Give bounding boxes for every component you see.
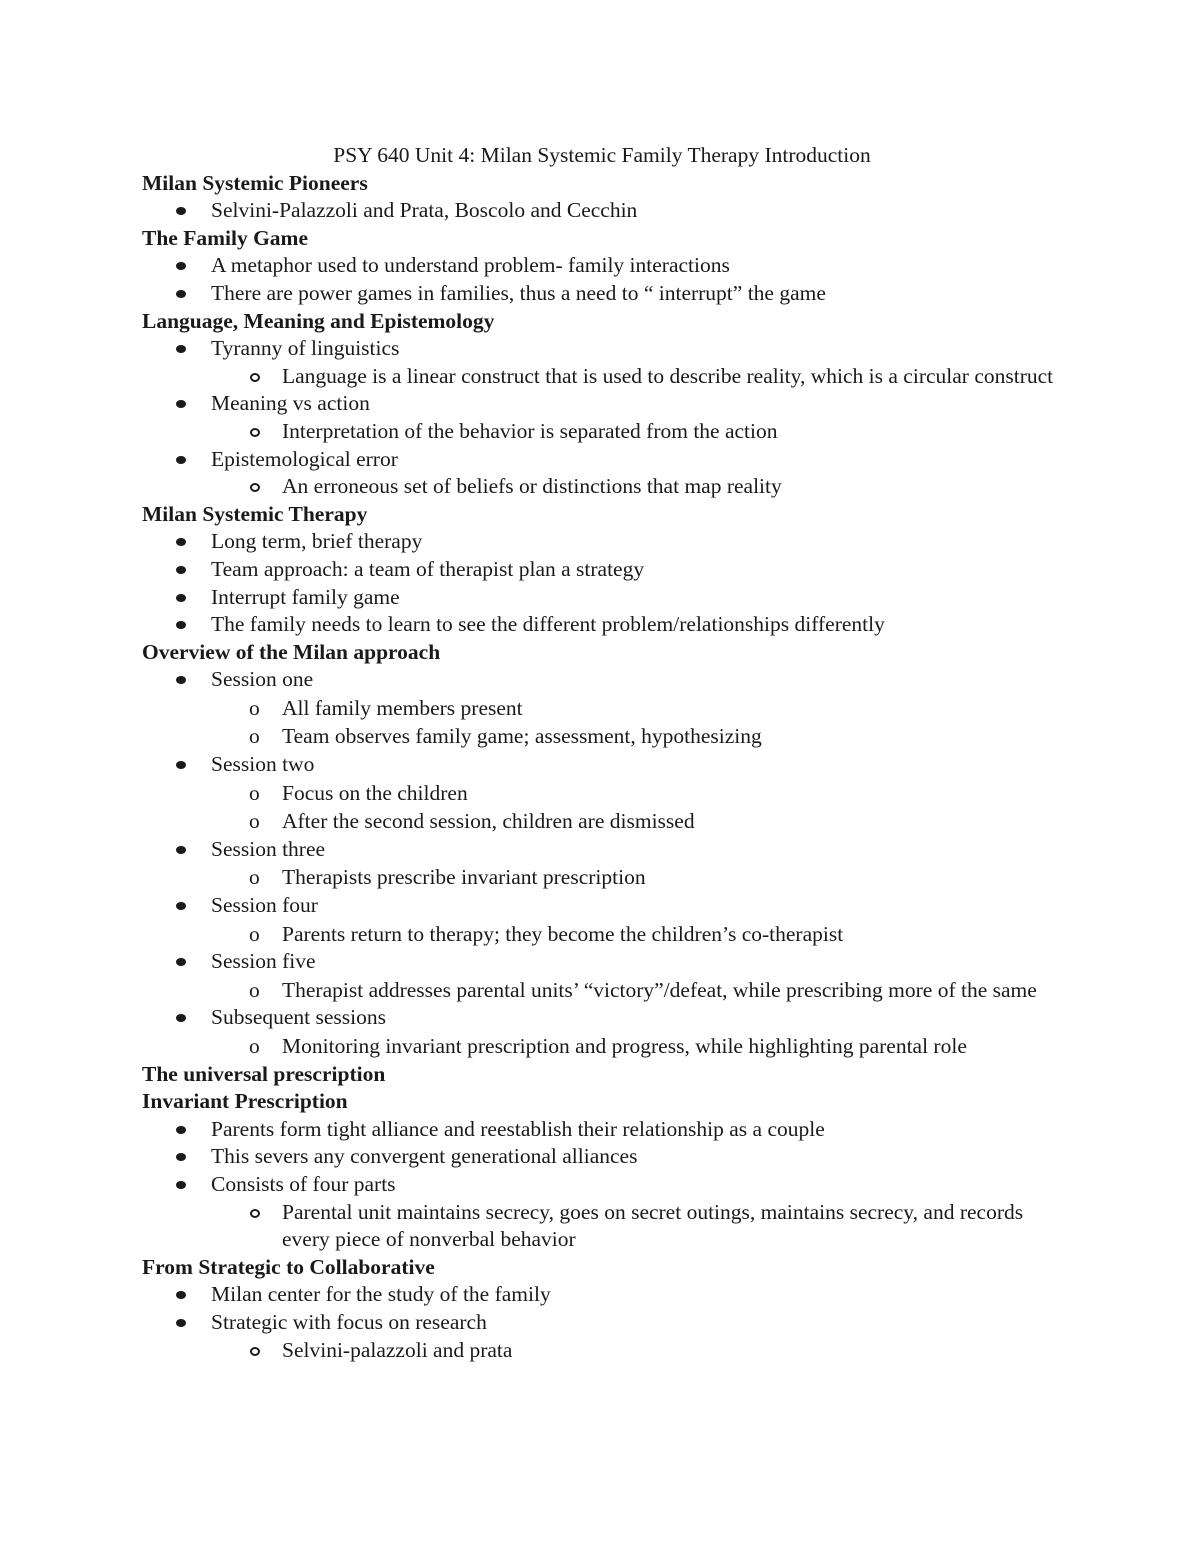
sub-list xyxy=(211,695,1062,751)
sub-list xyxy=(211,921,1062,949)
sub-list xyxy=(211,363,1062,391)
sub-list-item: An erroneous set of beliefs or distinctions that map reality xyxy=(211,473,1062,501)
list-item: A metaphor used to understand problem- family interactions xyxy=(142,252,1062,280)
list-item xyxy=(142,446,1062,501)
list-item: Parents form tight alliance and reestablish their relationship as a couple xyxy=(142,1116,1062,1144)
heading-family-game: The Family Game xyxy=(142,225,309,250)
sub-list xyxy=(211,780,1062,836)
heading-collaborative: From Strategic to Collaborative xyxy=(142,1254,435,1279)
list-item xyxy=(142,1309,1062,1364)
list-item: Selvini-Palazzoli and Prata, Boscolo and Cecchin xyxy=(142,197,1062,225)
sub-list xyxy=(211,977,1062,1005)
heading-overview: Overview of the Milan approach xyxy=(142,639,441,664)
sub-list-item: o Focus on the children xyxy=(211,780,1062,808)
list-item xyxy=(142,751,1062,836)
sub-list-item: Selvini-palazzoli and prata xyxy=(211,1337,1062,1365)
heading-therapy: Milan Systemic Therapy xyxy=(142,501,368,526)
sub-list xyxy=(211,1199,1062,1254)
sub-list xyxy=(211,418,1062,446)
list-item: This severs any convergent generational alliances xyxy=(142,1143,1062,1171)
list-item-text: Session three xyxy=(211,836,326,861)
sub-list xyxy=(211,1337,1062,1365)
list-collaborative xyxy=(142,1281,1062,1364)
list-item-text: Session one xyxy=(211,667,314,692)
list-item-text: Tyranny of linguistics xyxy=(211,336,400,361)
document-title: PSY 640 Unit 4: Milan Systemic Family Therapy Introduction xyxy=(333,143,871,167)
list-item-text: Meaning vs action xyxy=(211,391,370,416)
list-item-text: Strategic with focus on research xyxy=(211,1309,487,1334)
list-overview xyxy=(142,666,1062,1060)
sub-list-item: o Team observes family game; assessment, hypothesizing xyxy=(211,723,1062,751)
list-item: Team approach: a team of therapist plan a strategy xyxy=(142,556,1062,584)
sub-list xyxy=(211,864,1062,892)
list-item-text: Session five xyxy=(211,949,316,974)
sub-list xyxy=(211,473,1062,501)
list-item xyxy=(142,666,1062,751)
heading-universal: The universal prescription xyxy=(142,1061,386,1086)
list-item-text: Subsequent sessions xyxy=(211,1005,386,1030)
list-pioneers xyxy=(142,197,1062,225)
list-item xyxy=(142,948,1062,1004)
list-item: There are power games in families, thus a need to “ interrupt” the game xyxy=(142,280,1062,308)
heading-pioneers: Milan Systemic Pioneers xyxy=(142,170,368,195)
sub-list-item: o Parents return to therapy; they become the children’s co-therapist xyxy=(211,921,1062,949)
document-page xyxy=(142,142,1062,1364)
sub-list-item: o Therapists prescribe invariant prescription xyxy=(211,864,1062,892)
sub-list-item: o Therapist addresses parental units’ “victory”/defeat, while prescribing more of the same xyxy=(211,977,1062,1005)
sub-list xyxy=(211,1033,1062,1061)
list-item xyxy=(142,892,1062,948)
sub-list-item: o All family members present xyxy=(211,695,1062,723)
list-item-text: Session two xyxy=(211,752,315,777)
list-invariant xyxy=(142,1116,1062,1254)
list-therapy xyxy=(142,528,1062,638)
sub-list-item: Language is a linear construct that is used to describe reality, which is a circular construct xyxy=(211,363,1062,391)
sub-list-item: o After the second session, children are dismissed xyxy=(211,808,1062,836)
list-item: The family needs to learn to see the different problem/relationships differently xyxy=(142,611,1062,639)
sub-list-item: Interpretation of the behavior is separated from the action xyxy=(211,418,1062,446)
sub-list-item: o Monitoring invariant prescription and progress, while highlighting parental role xyxy=(211,1033,1062,1061)
list-item: Long term, brief therapy xyxy=(142,528,1062,556)
list-item xyxy=(142,335,1062,390)
list-item-text: Consists of four parts xyxy=(211,1171,396,1196)
sub-list-item: Parental unit maintains secrecy, goes on secret outings, maintains secrecy, and records every piece of nonverbal behavior xyxy=(211,1199,1062,1254)
list-item xyxy=(142,390,1062,445)
list-item-text: Session four xyxy=(211,893,318,918)
heading-invariant: Invariant Prescription xyxy=(142,1089,348,1114)
list-language xyxy=(142,335,1062,501)
list-item: Interrupt family game xyxy=(142,584,1062,612)
heading-language: Language, Meaning and Epistemology xyxy=(142,308,495,333)
list-family-game xyxy=(142,252,1062,307)
list-item-text: Epistemological error xyxy=(211,446,398,471)
list-item xyxy=(142,1004,1062,1060)
list-item: Milan center for the study of the family xyxy=(142,1281,1062,1309)
list-item xyxy=(142,1171,1062,1254)
list-item xyxy=(142,836,1062,892)
